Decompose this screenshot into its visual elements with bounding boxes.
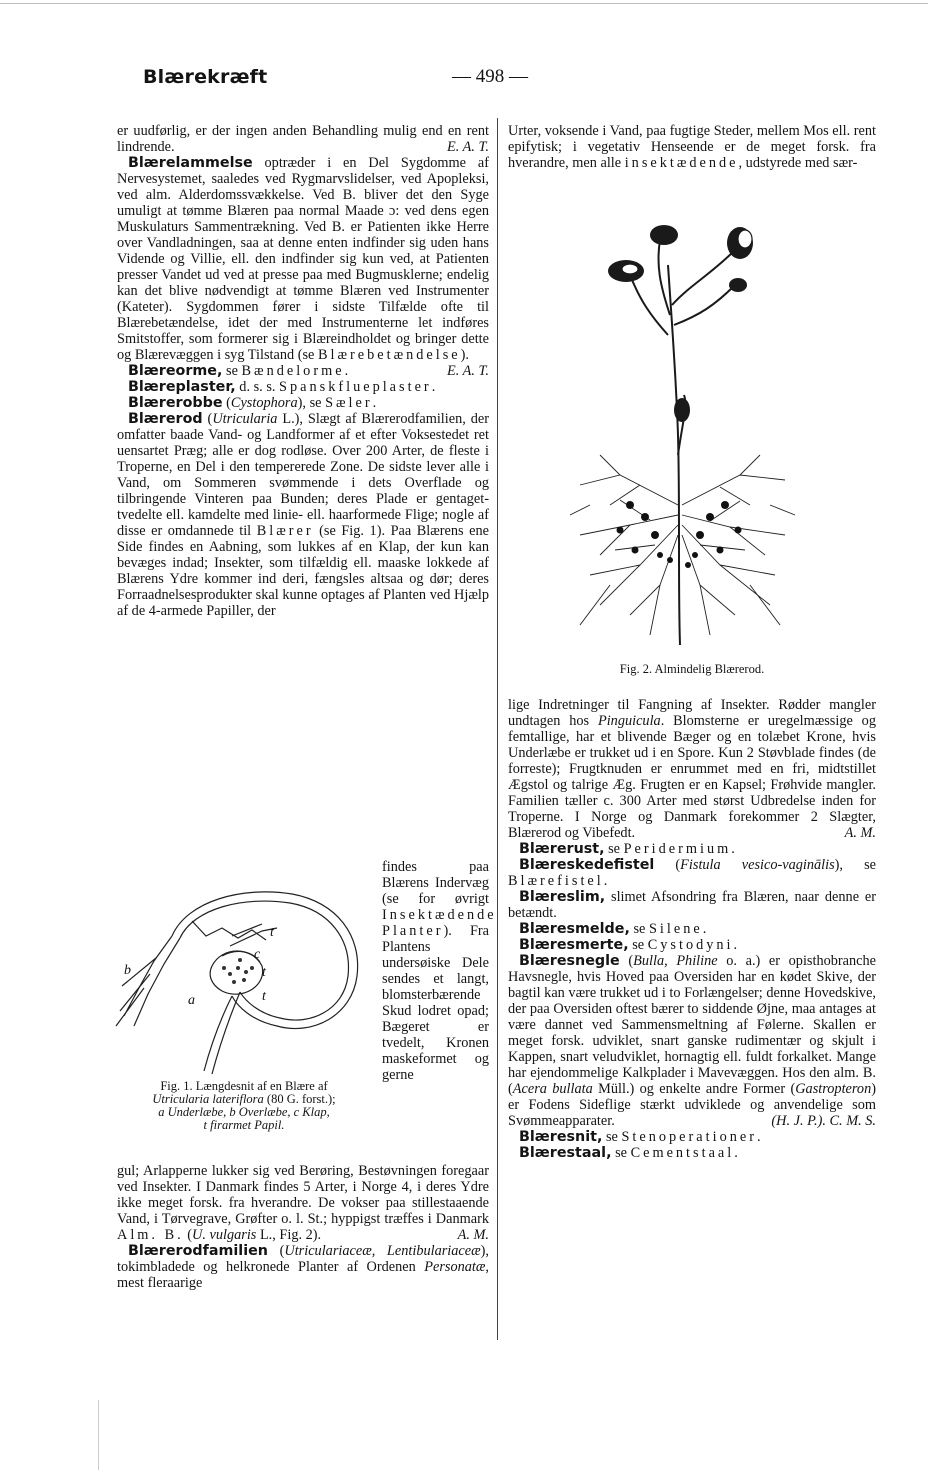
scan-margin-mark [98, 1400, 99, 1470]
headword: Blæreplaster, [128, 379, 236, 395]
label-c: c [254, 947, 261, 962]
headword: Blæresnit, [519, 1129, 603, 1145]
cross-reference: Bændelorme [241, 363, 345, 379]
entry-blaerelammelse: Blærelammelse optræder i en Del Sygdomme af Nervesystemet, saaledes ved Rygmarvslidelser, ved Apopleksi, ved alm. Alderdomssvækkelse. Ved B. bliver det den Syge umuligt at tømme Blæren paa normal Maade ɔ: ved dens egen Muskulaturs Sammentrækning. Ved B. er Patienten ikke Herre over Vandladningen, saa at denne enten indfinder sig uden hans Vidende og Villie, ell. den indfinder sig kun ved, at Patienten presser Vandet ud ved at presse paa med Bugmusklerne; endelig kan det blive nødvendigt at tømme Blæren ved Instrumenter (Kateter). Sygdommen fører i sidste Tilfælde ofte til Blærebetændelse, idet der med Instrumenterne let indføres Smitstoffer, som formerer sig i Blæreindholdet og bringer dette og Blærevæggen i syg Tilstand (se Blærebetændelse). E. A. T. [117, 155, 489, 379]
cross-reference: Silene [648, 921, 703, 937]
cross-reference: Spanskflueplaster [279, 379, 432, 395]
right-column [508, 123, 876, 171]
entry-blaeresmerte: Blæresmerte, se Cystodyni. [519, 937, 738, 953]
headword: Blærestaal, [519, 1145, 612, 1161]
cross-reference: Sæler [325, 395, 373, 411]
left-column-lower [117, 1163, 489, 1291]
entry-blaeresnit: Blæresnit, se Stenoperationer. [519, 1129, 761, 1145]
headword: Blærerust, [519, 841, 605, 857]
entry-blaererodfamilien-end: lige Indretninger til Fangning af Insekter. Rødder mangler undtagen hos Pinguicula. Blomsterne er uregelmæssige og femtallige, har et blivende Bæger og en tolæbet Krone, hvis Underlæbe er trukket ud i en Spore. Kun 2 Støvblade findes (de forreste); Frugtknuden er enrummet med en fri, midtstillet Ægstol og talrige Æg. Frugten er en Kapsel; Frøhvide mangler. Familien tæller c. 300 Arter med størst Udbredelse inden for Troperne. I Norge og Danmark forekommer 2 Slægter, Blærerod og Vibefedt. A. M. [508, 697, 876, 841]
headword: Blæresmerte, [519, 937, 629, 953]
right-column-lower [508, 697, 876, 1161]
label-a: a [188, 993, 195, 1008]
headword: Blærerod [128, 411, 203, 427]
figure-1-caption: Fig. 1. Længdesnit af en Blære af Utricularia lateriflora (80 G. forst.); a Underlæbe, b Overlæbe, c Klap, t firarmet Papil. [152, 1079, 336, 1132]
headword: Blæresnegle [519, 953, 620, 969]
cross-reference: Stenoperationer [621, 1129, 757, 1145]
entry-blaeresnegle: Blæresnegle (Bulla, Philine o. a.) er opisthobranche Havsnegle, hvis Hoved paa Oversiden har en kødet Skive, der bagtil kan være trukket ud i to Forlængelser; denne Hovedskive, der paa Oversiden oftest bærer to siddende Øjne, maa antages at være dannet ved Sammensmeltning af Følerne. Skallen er meget forsk. udviklet, snart ganske rudimentær og skjult i Kappen, snart veludviklet, hornagtig ell. fuldt forkalket. Mange har ejendommelige Kalkplader i Mavevæggen. Hos den alm. B. (Acera bullata Müll.) og enkelte andre Former (Gastropteron) er Fodens Sideflige stærkt udviklede og anvendelige som Svømmeapparater. (H. J. P.). C. M. S. [508, 953, 876, 1129]
cross-reference: Insektædende Planter [382, 907, 497, 939]
headword: Blærerodfamilien [128, 1243, 268, 1259]
cross-reference: Blærefistel [508, 873, 604, 889]
cross-reference: Blærebetændelse [317, 347, 461, 363]
headword: Blærerobbe [128, 395, 223, 411]
label-t-right: t [262, 965, 266, 980]
label-t-lower: t [262, 989, 266, 1004]
label-t-upper: t [270, 925, 274, 940]
headword: Blæreorme, [128, 363, 223, 379]
headword: Blæreslim, [519, 889, 606, 905]
left-column [117, 123, 489, 619]
label-b: b [124, 963, 131, 978]
headword: Blæreskedefistel [519, 857, 655, 873]
running-head: Blærekræft [143, 66, 268, 88]
entry-blaererodfamilien-continued: Urter, voksende i Vand, paa fugtige Steder, mellem Mos ell. rent epifytisk; i vegetativ Henseende er de meget forsk. fra hverandre, men alle insektædende, udstyrede med sær- [508, 123, 876, 171]
entry-blaererod-continued: gul; Arlapperne lukker sig ved Berøring, Bestøvningen foregaar ved Insekter. I Danmark findes 5 Arter, i Norge 4, i deres Ydre ikke meget forsk. fra hverandre. De vokser paa stillestaaende Vand, i Tørvegrave, Grøfter o. l. St.; hyppigst træffes i Danmark Alm. B. (U. vulgaris L., Fig. 2). A. M. [117, 1163, 489, 1243]
entry-blaereplaster: Blæreplaster, d. s. s. Spanskflueplaster. [128, 379, 436, 395]
entry-blaereslim: Blæreslim, slimet Afsondring fra Blæren, naar denne er betændt. [508, 889, 876, 921]
cross-reference: Peridermium [623, 841, 732, 857]
cross-reference: Alm. B. [117, 1227, 184, 1243]
cross-reference: Cementstaal [630, 1145, 735, 1161]
cross-reference: Blærer [256, 523, 314, 539]
page-number: — 498 — [452, 66, 528, 87]
cross-reference: insektædende [624, 155, 739, 171]
figure-2-bladderwort-plant [560, 205, 800, 655]
cross-reference: Cystodyni [647, 937, 734, 953]
entry-blaereorme: Blæreorme, se Bændelorme. [128, 363, 349, 379]
entry-blaererobbe: Blærerobbe (Cystophora), se Sæler. [128, 395, 377, 411]
figure-1-bladder-section [112, 876, 380, 1076]
figure-2-caption: Fig. 2. Almindelig Blærerod. [619, 662, 765, 676]
entry-blaereskedefistel: Blæreskedefistel (Fistula vesico-vaginālis), se Blærefistel. [508, 857, 876, 889]
headword: Blærelammelse [128, 155, 253, 171]
entry-blaererodfamilien: Blærerodfamilien (Utriculariaceæ, Lentibulariaceæ), tokimbladede og helkronede Planter af Ordenen Personatæ, mest fleraarige [117, 1243, 489, 1291]
page-top-edge [0, 0, 928, 4]
entry-blaererod: Blærerod (Utricularia L.), Slægt af Blærerodfamilien, der omfatter baade Vand- og Landformer af et efter Voksestedet ret uensartet Præg; alle er dog rodløse. Over 200 Arter, de fleste i Troperne, en Del i den tempererede Zone. De sidste lever alle i Vand, om Sommeren svømmende i dets Overflade og tilbringende Vinteren paa Bunden; deres Plade er gentaget-tvedelte ell. kamdelte med linie- ell. haarformede Flige; nogle af disse er omdannede til Blærer (se Fig. 1). Paa Blærens ene Side findes en Aabning, som lukkes af en Klap, der kun kan bevæges indad; Insekter, som tilfældig ell. maaske lokkede af Blærens Ydre kommer ind deri, fængsles altsaa og dør; deres Forraadnelsesprodukter skal kunne optages af Planten ved Hjælp af de 4-armede Papiller, der [117, 411, 489, 619]
narrow-text-beside-figure: findes paa Blærens Indervæg (se for øvrigt Insektædende Planter). Fra Plantens undersøiske Dele sendes et langt, blomsterbærende Skud lodret opad; Bægeret er tvedelt, Kronen maskeformet og gerne [382, 859, 497, 1083]
headword: Blæresmelde, [519, 921, 630, 937]
entry-blaererust: Blærerust, se Peridermium. [519, 841, 735, 857]
entry-blaeresmelde: Blæresmelde, se Silene. [519, 921, 707, 937]
column-divider [497, 118, 498, 1340]
entry-blaerestaal: Blærestaal, se Cementstaal. [519, 1145, 738, 1161]
entry-continuation: er uudførlig, er der ingen anden Behandling mulig end en rent lindrende. E. A. T. [117, 123, 489, 155]
